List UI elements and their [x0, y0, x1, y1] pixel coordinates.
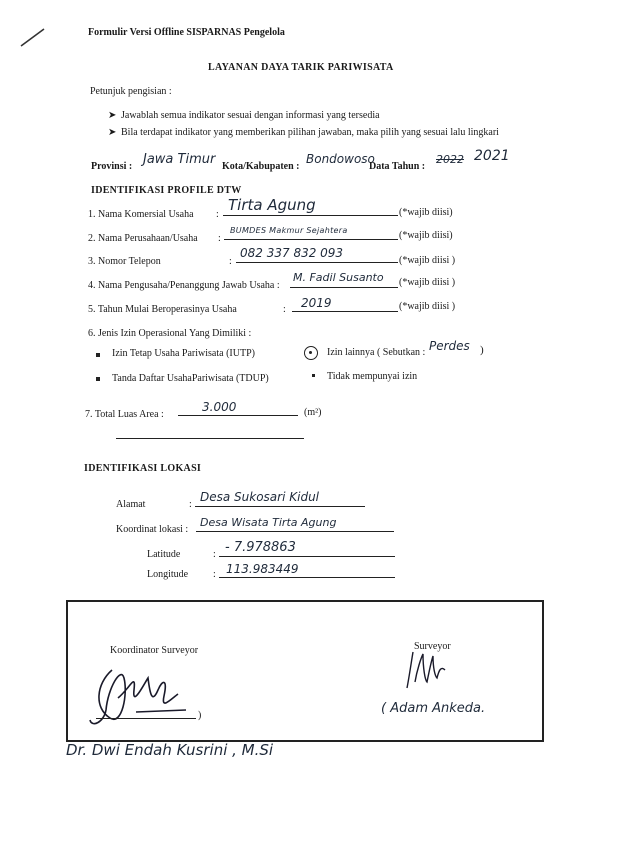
nomor-telepon-value[interactable]: 082 337 832 093 — [240, 246, 344, 260]
field-colon: : — [213, 549, 216, 560]
surveyor-signature — [405, 648, 455, 693]
surveyor-name: ( Adam Ankeda. — [381, 701, 486, 716]
tahun-struck-value: 2022 — [436, 153, 464, 166]
required-note: (*wajib diisi ) — [399, 277, 456, 288]
underline — [292, 311, 398, 312]
required-note: (*wajib diisi ) — [399, 255, 456, 266]
permit-other-value[interactable]: Perdes — [429, 339, 470, 353]
bullet-icon — [96, 353, 100, 357]
penanggung-jawab-value[interactable]: M. Fadil Susanto — [293, 271, 384, 284]
koordinat-label: Koordinat lokasi : — [116, 524, 189, 535]
coordinator-close-paren: ) — [198, 710, 202, 721]
instruction-item: Bila terdapat indikator yang memberikan pilihan jawaban, maka pilih yang sesuai lalu lingkari — [121, 127, 499, 138]
longitude-label: Longitude — [147, 569, 189, 580]
coordinator-name: Dr. Dwi Endah Kusrini , M.Si — [66, 741, 274, 759]
field-colon: : — [189, 499, 192, 510]
underline — [224, 239, 398, 240]
alamat-label: Alamat — [116, 499, 146, 510]
field-colon: : — [216, 209, 219, 220]
underline — [219, 577, 395, 578]
permit-option-none[interactable]: Tidak mempunyai izin — [327, 371, 418, 382]
kota-label: Kota/Kabupaten : — [222, 161, 300, 172]
instruction-item: Jawablah semua indikator sesuai dengan informasi yang tersedia — [121, 110, 380, 121]
bullet-icon — [312, 374, 315, 377]
arrow-icon: ➤ — [108, 127, 117, 138]
bullet-icon — [96, 377, 100, 381]
required-note: (*wajib diisi) — [399, 230, 453, 241]
field-label: 4. Nama Pengusaha/Penanggung Jawab Usaha : — [88, 280, 280, 291]
koordinat-value[interactable]: Desa Wisata Tirta Agung — [200, 516, 337, 529]
surveyor-label: Surveyor — [414, 641, 451, 652]
kota-value[interactable]: Bondowoso — [306, 152, 375, 166]
tahun-label: Data Tahun : — [369, 161, 426, 172]
area-label: 7. Total Luas Area : — [85, 409, 164, 420]
provinsi-value[interactable]: Jawa Timur — [143, 152, 216, 167]
field-label: 3. Nomor Telepon — [88, 256, 161, 267]
field-colon: : — [218, 233, 221, 244]
form-header: Formulir Versi Offline SISPARNAS Pengelola — [88, 27, 285, 38]
coordinator-signature — [88, 660, 193, 732]
tahun-mulai-value[interactable]: 2019 — [301, 296, 332, 310]
underline — [290, 287, 398, 288]
page-title: LAYANAN DAYA TARIK PARIWISATA — [208, 62, 394, 73]
area-unit: (m²) — [304, 407, 322, 418]
required-note: (*wajib diisi ) — [399, 301, 456, 312]
field-colon: : — [229, 256, 232, 267]
required-note: (*wajib diisi) — [399, 207, 453, 218]
permit-option-other[interactable]: Izin lainnya ( Sebutkan : — [327, 347, 426, 358]
area-value[interactable]: 3.000 — [202, 400, 237, 414]
coordinator-label: Koordinator Surveyor — [110, 645, 199, 656]
underline — [178, 415, 298, 416]
profile-heading: IDENTIFIKASI PROFILE DTW — [91, 185, 242, 196]
underline — [196, 531, 394, 532]
underline — [236, 262, 398, 263]
tahun-value[interactable]: 2021 — [474, 148, 510, 164]
underline — [195, 506, 365, 507]
permit-option-iutp[interactable]: Izin Tetap Usaha Pariwisata (IUTP) — [112, 348, 255, 359]
instructions-heading: Petunjuk pengisian : — [90, 86, 172, 97]
provinsi-label: Provinsi : — [91, 161, 133, 172]
field-colon: : — [213, 569, 216, 580]
underline — [219, 556, 395, 557]
arrow-icon: ➤ — [108, 110, 117, 121]
field-label: 2. Nama Perusahaan/Usaha — [88, 233, 198, 244]
pen-mark — [18, 26, 48, 50]
field-colon: : — [283, 304, 286, 315]
location-heading: IDENTIFIKASI LOKASI — [84, 463, 202, 474]
nama-perusahaan-value[interactable]: BUMDES Makmur Sejahtera — [230, 226, 348, 235]
field-label: 5. Tahun Mulai Beroperasinya Usaha — [88, 304, 237, 315]
underline — [223, 215, 398, 216]
permit-label: 6. Jenis Izin Operasional Yang Dimiliki : — [88, 328, 252, 339]
underline — [96, 718, 196, 719]
longitude-value[interactable]: 113.983449 — [226, 562, 299, 576]
underline — [116, 438, 304, 439]
permit-option-tdup[interactable]: Tanda Daftar UsahaPariwisata (TDUP) — [112, 373, 269, 384]
latitude-value[interactable]: - 7.978863 — [225, 540, 296, 555]
selected-circle-icon — [304, 346, 318, 360]
nama-komersial-value[interactable]: Tirta Agung — [228, 196, 316, 214]
field-label: 1. Nama Komersial Usaha — [88, 209, 194, 220]
alamat-value[interactable]: Desa Sukosari Kidul — [200, 490, 320, 504]
latitude-label: Latitude — [147, 549, 181, 560]
permit-close-paren: ) — [480, 344, 484, 356]
